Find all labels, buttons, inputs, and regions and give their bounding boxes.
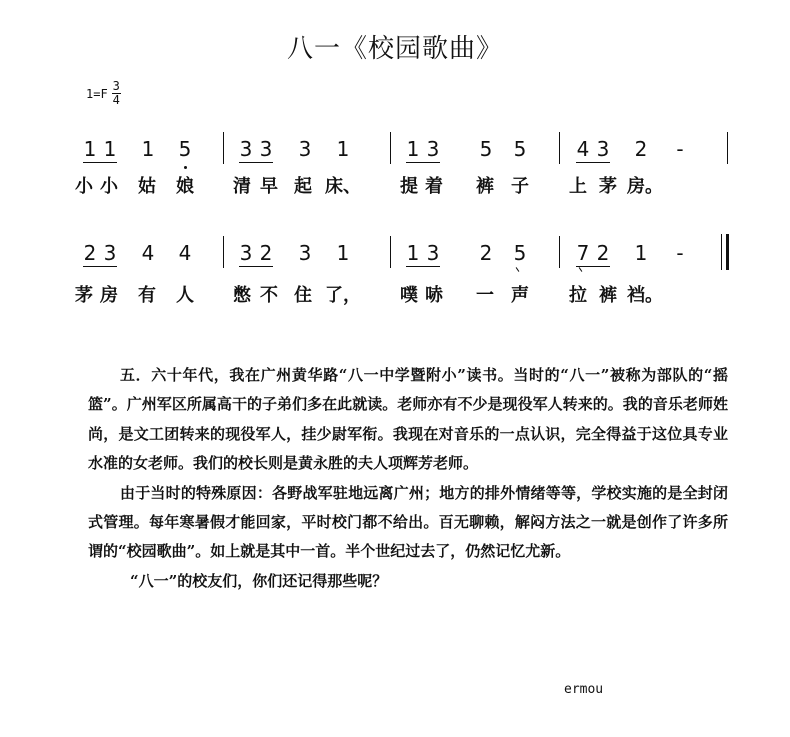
eighth-underline (406, 266, 440, 267)
lyric-char: 茅 (599, 176, 617, 197)
paragraph-1: 五．六十年代，我在广州黄华路“八一中学暨附小”读书。当时的“八一”被称为部队的“摇篮”。广州军区所属高干的子弟们多在此就读。老师亦有不少是现役军人转来的。我的音乐老师姓尚，是文工团转来的现役军人，挂少尉军衔。我现在对音乐的一点认识，完全得益于这位具专业水准的女老师。我们的校长则是黄永胜的夫人项辉芳老师。 (88, 366, 728, 473)
lyric-char: 早 (260, 176, 278, 197)
note: 1 (336, 241, 350, 265)
note: 2 (83, 241, 97, 265)
note: 3 (259, 137, 273, 161)
signature: ermou (564, 682, 604, 697)
key-signature (86, 80, 121, 107)
note: 5 (178, 137, 192, 161)
lyric-char: 床、 (325, 176, 361, 197)
eighth-underline (83, 266, 117, 267)
note: 3 (103, 241, 117, 265)
lyric-char: 裆。 (627, 285, 663, 306)
lyric-char: 子 (511, 176, 529, 197)
eighth-underline (406, 162, 440, 163)
accent-tick (516, 267, 520, 272)
barline (559, 236, 560, 268)
note: 3 (426, 137, 440, 161)
note: 4 (576, 137, 590, 161)
note: 4 (141, 241, 155, 265)
note: 3 (298, 241, 312, 265)
barline (390, 132, 391, 164)
note: 5 (513, 241, 527, 265)
note: 5 (479, 137, 493, 161)
eighth-underline (239, 266, 273, 267)
note: 3 (298, 137, 312, 161)
note: 1 (634, 241, 648, 265)
eighth-underline (83, 162, 117, 163)
lyric-char: 清 (233, 176, 251, 197)
note: 2 (259, 241, 273, 265)
lyric-char: 小 (100, 176, 118, 197)
note: 2 (596, 241, 610, 265)
lyric-char: 有 (138, 285, 156, 306)
accent-tick (579, 267, 583, 272)
barline (727, 132, 728, 164)
lyric-char: 起 (294, 176, 312, 197)
lyric-char: 声 (511, 285, 529, 306)
lyric-char: 着 (425, 176, 443, 197)
lyric-char: 茅 (75, 285, 93, 306)
lyric-char: 提 (400, 176, 418, 197)
lyric-char: 哧 (425, 285, 443, 306)
lyric-char: 噗 (400, 285, 418, 306)
song-title: 八一《校园歌曲》 (286, 34, 503, 64)
lyric-char: 娘 (176, 176, 194, 197)
barline (559, 132, 560, 164)
note: 1 (141, 137, 155, 161)
hold-dash: - (676, 137, 684, 161)
lyric-char: 姑 (138, 176, 156, 197)
lyric-char: 拉 (569, 285, 587, 306)
note: 2 (479, 241, 493, 265)
eighth-underline (576, 266, 610, 267)
note: 3 (239, 241, 253, 265)
lyric-char: 了， (325, 285, 361, 306)
lyric-char: 憋 (233, 285, 251, 306)
lyric-char: 小 (75, 176, 93, 197)
note: 1 (406, 241, 420, 265)
note: 3 (239, 137, 253, 161)
lyric-char: 房。 (627, 176, 663, 197)
lyric-char: 裤 (599, 285, 617, 306)
final-barline (726, 234, 729, 270)
note: 2 (634, 137, 648, 161)
article-text (88, 361, 728, 596)
barline (223, 236, 224, 268)
note: 3 (426, 241, 440, 265)
note: 3 (596, 137, 610, 161)
note: 4 (178, 241, 192, 265)
note: 1 (103, 137, 117, 161)
lyric-char: 人 (176, 285, 194, 306)
hold-dash: - (676, 241, 684, 265)
lyric-char: 上 (569, 176, 587, 197)
time-bottom: 4 (112, 93, 120, 107)
paragraph-2: 由于当时的特殊原因：各野战军驻地远离广州；地方的排外情绪等等，学校实施的是全封闭式管理。每年寒暑假才能回家，平时校门都不给出。百无聊赖，解闷方法之一就是创作了许多所谓的“校园歌曲”。如上就是其中一首。半个世纪过去了，仍然记忆尤新。 (88, 483, 728, 561)
note: 5 (513, 137, 527, 161)
paragraph-3: “八一”的校友们，你们还记得那些呢？ (130, 571, 388, 590)
note: 1 (336, 137, 350, 161)
lyric-char: 裤 (476, 176, 494, 197)
note: 1 (83, 137, 97, 161)
note: 7 (576, 241, 590, 265)
time-signature (112, 80, 121, 107)
eighth-underline (576, 162, 610, 163)
eighth-underline (239, 162, 273, 163)
final-barline (721, 234, 722, 270)
time-top: 3 (112, 79, 120, 93)
key-label: 1=F (86, 86, 108, 101)
lyric-char: 住 (294, 285, 312, 306)
lyric-char: 不 (260, 285, 278, 306)
barline (223, 132, 224, 164)
note: 1 (406, 137, 420, 161)
lyric-char: 一 (476, 285, 494, 306)
barline (390, 236, 391, 268)
lyric-char: 房 (100, 285, 118, 306)
octave-dot-below (184, 166, 187, 169)
